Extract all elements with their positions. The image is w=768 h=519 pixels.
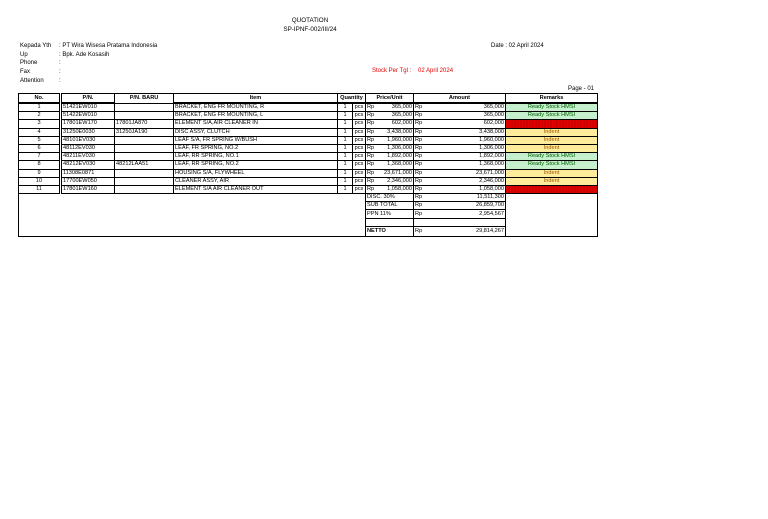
kepada-value: : PT Wira Wisesa Pratama Indonesia <box>59 43 158 49</box>
row-price-cell <box>366 177 414 185</box>
row-pn-baru <box>115 144 174 152</box>
row-unit: pcs <box>353 161 366 169</box>
header-remarks: Remarks <box>506 94 598 104</box>
row-pn-baru: 17801JA870 <box>115 120 174 128</box>
row-amount-value: 1,306,000 <box>479 145 504 152</box>
netto-currency: Rp <box>415 227 423 234</box>
row-item: HOUSING S/A, FLYWHEEL <box>174 169 338 177</box>
row-amount-currency: Rp <box>415 185 423 192</box>
ppn-value: 2,954,567 <box>479 210 504 217</box>
stock-label: Stock Per Tgl : <box>372 68 412 74</box>
row-amount-cell <box>414 169 506 177</box>
row-amount-cell <box>414 112 506 120</box>
row-price-currency: Rp <box>367 112 375 119</box>
netto-amount-cell <box>414 226 506 236</box>
row-price-value: 365,000 <box>391 112 412 119</box>
row-price-value: 1,306,000 <box>387 145 412 152</box>
table-row <box>19 144 598 152</box>
row-amount-currency: Rp <box>415 104 423 111</box>
row-item: DISC ASSY, CLUTCH <box>174 128 338 136</box>
row-no: 9 <box>19 169 61 177</box>
row-qty: 1 <box>338 169 353 177</box>
row-unit: pcs <box>353 120 366 128</box>
row-price-currency: Rp <box>367 120 375 127</box>
row-pn-baru <box>115 185 174 193</box>
page-number: Page - 01 <box>568 86 595 92</box>
row-price-cell <box>366 144 414 152</box>
row-pn: 48212EV030 <box>61 161 115 169</box>
table-row <box>19 112 598 120</box>
row-price-value: 365,000 <box>391 104 412 111</box>
row-no: 10 <box>19 177 61 185</box>
row-amount-cell <box>414 120 506 128</box>
row-amount-currency: Rp <box>415 120 423 127</box>
summary-row-disc <box>19 194 598 202</box>
phone-value: : <box>59 60 61 66</box>
row-no: 4 <box>19 128 61 136</box>
blank-cell-b <box>414 218 506 226</box>
row-price-value: 602,000 <box>391 120 412 127</box>
summary-row-blank <box>19 218 598 226</box>
date-text: Date : 02 April 2024 <box>491 43 544 49</box>
row-item: ELEMENT S/A AIR CLEANER OUT <box>174 185 338 193</box>
status-badge <box>506 120 598 128</box>
subtotal-value: 26,859,700 <box>476 202 504 209</box>
row-unit: pcs <box>353 112 366 120</box>
row-price-cell <box>366 169 414 177</box>
stock-date: 02 April 2024 <box>418 68 454 74</box>
row-unit: pcs <box>353 177 366 185</box>
disc-value: 11,511,300 <box>476 194 504 201</box>
table-row <box>19 136 598 144</box>
row-amount-cell <box>414 153 506 161</box>
row-amount-cell <box>414 185 506 193</box>
row-unit: pcs <box>353 169 366 177</box>
table-header-row <box>19 94 598 104</box>
row-qty: 1 <box>338 185 353 193</box>
row-pn: 48101EV030 <box>61 136 115 144</box>
table-row <box>19 169 598 177</box>
row-amount-cell <box>414 103 506 112</box>
row-price-cell <box>366 120 414 128</box>
row-no: 8 <box>19 161 61 169</box>
document-number: SP-IPNF-002/III/24 <box>283 26 337 33</box>
table-row <box>19 161 598 169</box>
fax-value: : <box>59 69 61 75</box>
row-pn: 51421EW010 <box>61 103 115 112</box>
summary-remarks-blank <box>506 194 598 219</box>
row-qty: 1 <box>338 161 353 169</box>
row-price-currency: Rp <box>367 169 375 176</box>
row-qty: 1 <box>338 112 353 120</box>
row-amount-value: 365,000 <box>483 112 504 119</box>
row-price-value: 3,438,000 <box>387 128 412 135</box>
row-unit: pcs <box>353 185 366 193</box>
row-amount-cell <box>414 136 506 144</box>
row-amount-currency: Rp <box>415 153 423 160</box>
ppn-currency: Rp <box>415 210 423 217</box>
row-amount-value: 23,671,000 <box>476 169 504 176</box>
row-pn-baru <box>115 177 174 185</box>
row-qty: 1 <box>338 120 353 128</box>
summary-row-netto <box>19 226 598 236</box>
row-amount-value: 3,438,000 <box>479 128 504 135</box>
row-amount-value: 1,892,000 <box>479 153 504 160</box>
blank-cell-c <box>506 218 598 226</box>
disc-label: DISC. 30% <box>366 194 414 202</box>
status-badge: Indent <box>506 136 598 144</box>
row-price-value: 1,892,000 <box>387 153 412 160</box>
ppn-label: PPN 11% <box>366 210 414 218</box>
quotation-table <box>18 93 598 237</box>
document-title: QUOTATION <box>291 17 329 24</box>
row-price-currency: Rp <box>367 104 375 111</box>
row-amount-currency: Rp <box>415 136 423 143</box>
row-item: LEAF, FR SPRING, NO.2 <box>174 144 338 152</box>
table-row <box>19 153 598 161</box>
subtotal-currency: Rp <box>415 202 423 209</box>
row-price-cell <box>366 185 414 193</box>
status-badge: Indent <box>506 169 598 177</box>
row-amount-currency: Rp <box>415 112 423 119</box>
attention-value: : <box>59 78 61 84</box>
header-price-unit: Price/Unit <box>366 94 414 104</box>
row-amount-currency: Rp <box>415 177 423 184</box>
disc-currency: Rp <box>415 194 423 201</box>
ppn-amount-cell <box>414 210 506 218</box>
table-row <box>19 103 598 112</box>
row-no: 2 <box>19 112 61 120</box>
row-price-value: 1,368,000 <box>387 161 412 168</box>
row-price-cell <box>366 153 414 161</box>
row-price-currency: Rp <box>367 145 375 152</box>
row-pn-baru <box>115 153 174 161</box>
phone-label: Phone <box>20 60 38 66</box>
row-amount-currency: Rp <box>415 161 423 168</box>
row-pn: 48112EV030 <box>61 144 115 152</box>
row-amount-value: 365,000 <box>483 104 504 111</box>
row-amount-cell <box>414 128 506 136</box>
row-pn: 11308E0871 <box>61 169 115 177</box>
row-price-currency: Rp <box>367 153 375 160</box>
header-quantity: Quantity <box>338 94 366 104</box>
subtotal-label: SUB TOTAL <box>366 202 414 210</box>
status-badge: Ready Stock HMSI <box>506 103 598 112</box>
table-row <box>19 120 598 128</box>
table-row <box>19 128 598 136</box>
row-no: 6 <box>19 144 61 152</box>
row-pn: 51422EW010 <box>61 112 115 120</box>
status-badge: Indent <box>506 177 598 185</box>
row-amount-cell <box>414 144 506 152</box>
header-pn: P/N. <box>61 94 115 104</box>
row-item: BRACKET, ENG FR MOUNTING, L <box>174 112 338 120</box>
row-price-currency: Rp <box>367 161 375 168</box>
row-pn: 31250E0030 <box>61 128 115 136</box>
subtotal-amount-cell <box>414 202 506 210</box>
netto-label: NETTO <box>366 226 414 236</box>
row-amount-cell <box>414 177 506 185</box>
fax-label: Fax <box>20 69 31 75</box>
row-price-currency: Rp <box>367 128 375 135</box>
netto-left-blank <box>19 226 366 236</box>
row-no: 5 <box>19 136 61 144</box>
status-badge <box>506 185 598 193</box>
row-amount-value: 1,368,000 <box>479 161 504 168</box>
status-badge: Indent <box>506 128 598 136</box>
row-item: LEAF, RR SPRING, NO.1 <box>174 153 338 161</box>
row-pn-baru <box>115 136 174 144</box>
header-amount: Amount <box>414 94 506 104</box>
row-pn: 17801EW160 <box>61 185 115 193</box>
row-unit: pcs <box>353 136 366 144</box>
row-amount-currency: Rp <box>415 145 423 152</box>
row-price-value: 2,346,000 <box>387 177 412 184</box>
row-amount-currency: Rp <box>415 128 423 135</box>
row-qty: 1 <box>338 136 353 144</box>
row-item: LEAF, RR SPRING, NO.2 <box>174 161 338 169</box>
row-price-cell <box>366 128 414 136</box>
row-item: CLEANER ASSY, AIR <box>174 177 338 185</box>
row-unit: pcs <box>353 153 366 161</box>
row-unit: pcs <box>353 144 366 152</box>
table-row <box>19 177 598 185</box>
header-pn-baru: P/N. BARU <box>115 94 174 104</box>
row-qty: 1 <box>338 144 353 152</box>
status-badge: Indent <box>506 144 598 152</box>
row-pn-baru <box>115 103 174 112</box>
row-no: 7 <box>19 153 61 161</box>
row-price-currency: Rp <box>367 136 375 143</box>
row-qty: 1 <box>338 177 353 185</box>
row-price-currency: Rp <box>367 185 375 192</box>
row-amount-currency: Rp <box>415 169 423 176</box>
row-price-value: 1,058,000 <box>387 185 412 192</box>
row-pn: 48211EV030 <box>61 153 115 161</box>
status-badge: Ready Stock HMSI <box>506 153 598 161</box>
row-pn-baru: 48212LAA51 <box>115 161 174 169</box>
row-item: ELEMENT S/A,AIR CLEANER IN <box>174 120 338 128</box>
up-label: Up <box>20 52 28 58</box>
row-item: LEAF S/A, FR SPRING W/BUSH <box>174 136 338 144</box>
row-no: 1 <box>19 103 61 112</box>
row-pn-baru: 31250JA190 <box>115 128 174 136</box>
header-item: Item <box>174 94 338 104</box>
disc-amount-cell <box>414 194 506 202</box>
row-amount-value: 1,960,000 <box>479 136 504 143</box>
row-pn: 17700EW050 <box>61 177 115 185</box>
row-qty: 1 <box>338 153 353 161</box>
blank-cell-a <box>366 218 414 226</box>
row-pn-baru <box>115 112 174 120</box>
row-price-cell <box>366 161 414 169</box>
netto-remarks-blank <box>506 226 598 236</box>
row-qty: 1 <box>338 128 353 136</box>
row-price-currency: Rp <box>367 177 375 184</box>
row-amount-value: 1,058,000 <box>479 185 504 192</box>
table-row <box>19 185 598 193</box>
row-item: BRACKET, ENG FR MOUNTING, R <box>174 103 338 112</box>
row-unit: pcs <box>353 128 366 136</box>
row-qty: 1 <box>338 103 353 112</box>
row-unit: pcs <box>353 103 366 112</box>
row-pn-baru <box>115 169 174 177</box>
row-price-cell <box>366 103 414 112</box>
row-price-cell <box>366 112 414 120</box>
row-no: 11 <box>19 185 61 193</box>
attention-label: Attention <box>20 78 44 84</box>
row-price-value: 1,960,000 <box>387 136 412 143</box>
up-value: : Bpk. Ade Kosasih <box>59 52 110 58</box>
netto-value: 29,814,267 <box>476 227 504 234</box>
status-badge: Ready Stock HMSI <box>506 112 598 120</box>
row-price-cell <box>366 136 414 144</box>
kepada-label: Kepada Yth <box>20 43 52 49</box>
row-pn: 17801EW170 <box>61 120 115 128</box>
status-badge: Ready Stock HMSI <box>506 161 598 169</box>
row-price-value: 23,671,000 <box>384 169 412 176</box>
row-amount-cell <box>414 161 506 169</box>
header-no: No. <box>19 94 61 104</box>
row-amount-value: 2,346,000 <box>479 177 504 184</box>
row-amount-value: 602,000 <box>483 120 504 127</box>
row-no: 3 <box>19 120 61 128</box>
